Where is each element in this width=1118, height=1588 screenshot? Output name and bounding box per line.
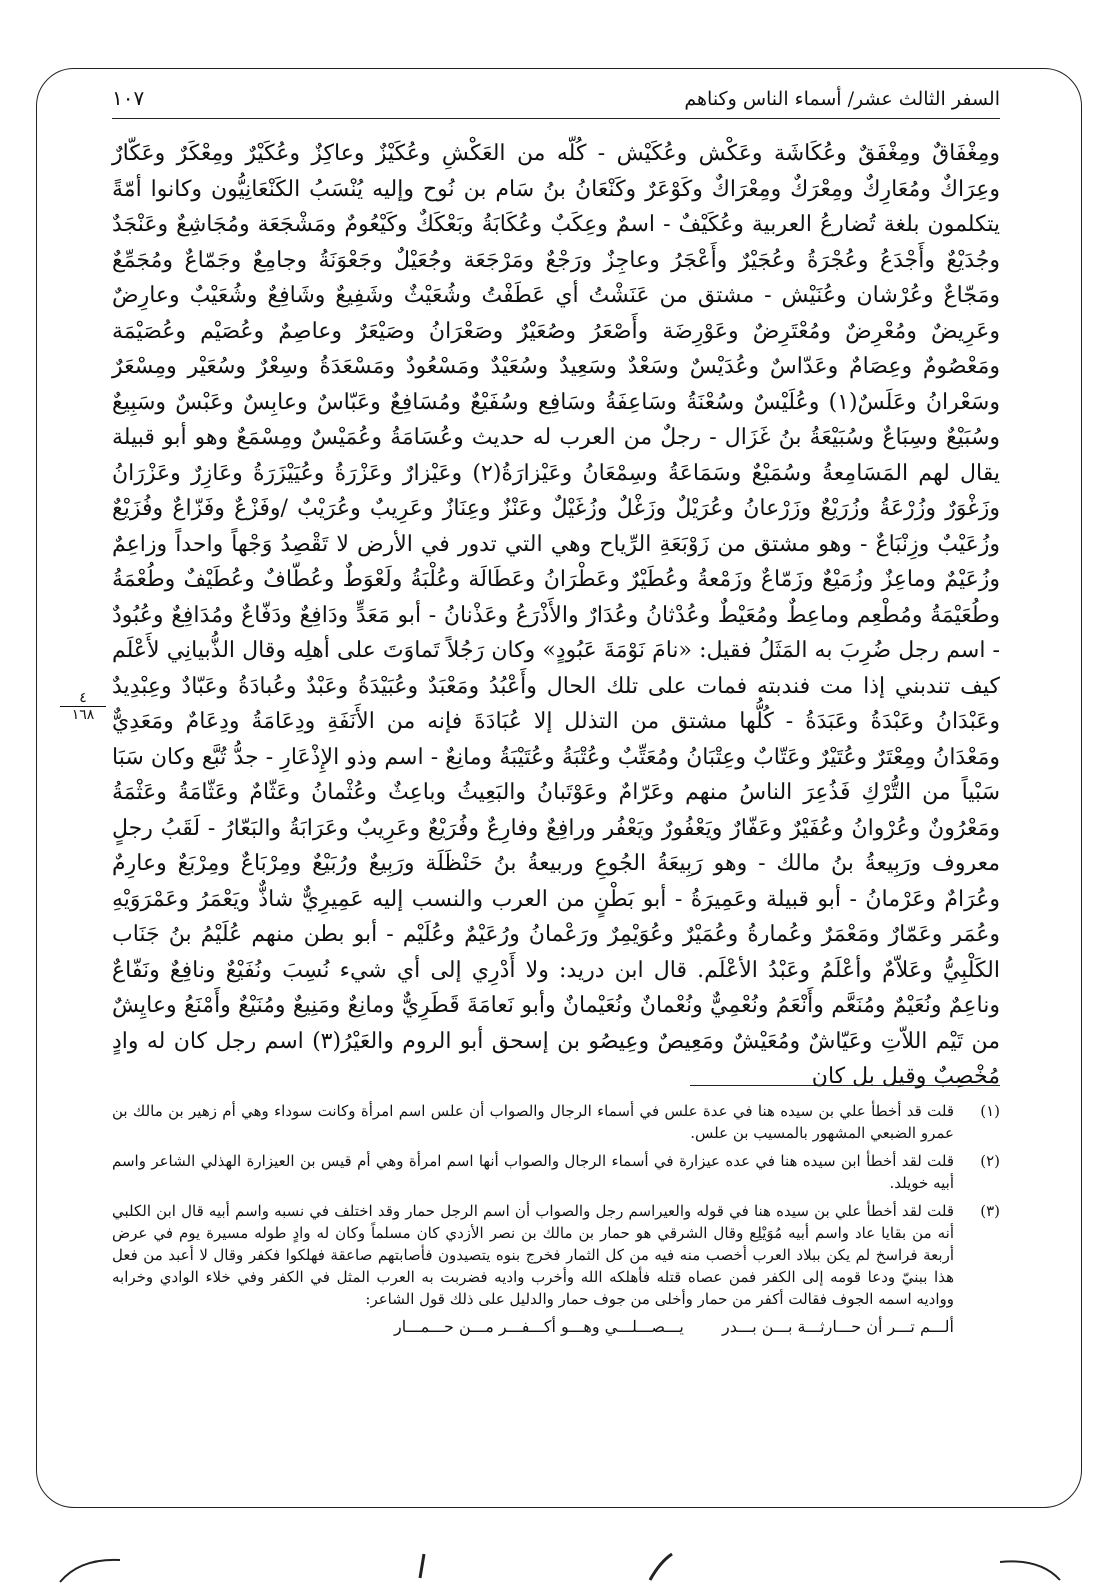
margin-folio-bottom: ١٦٨ [71, 707, 95, 723]
bottom-mark-right [1000, 1561, 1060, 1580]
bottom-mark-middle-right [650, 1554, 672, 1580]
footnote-number: (٢) [980, 1152, 1000, 1170]
verse-second-hemistich: يـــصـــلـــي وهـــو أكـــفـــر مـــن حـــمـــار [394, 1317, 684, 1336]
running-title: السفر الثالث عشر/ أسماء الناس وكناهم [684, 88, 1000, 110]
footnote-text: قلت قد أخطأ علي بن سيده هنا في عدة علس في أسماء الرجال والصواب أن علس اسم امرأة وكانت سوداء وهي أم زهير بن مالك بن عمرو الضبعي المشهور بالمسيب بن علس. [112, 1102, 954, 1142]
bottom-edge-marks [0, 1548, 1118, 1588]
footnote-1 [112, 1100, 1000, 1144]
margin-folio-reference [60, 690, 106, 723]
margin-folio-top: ٤ [60, 690, 106, 707]
footnote-separator [690, 1085, 1000, 1086]
bottom-mark-left [60, 1560, 120, 1582]
poetry-verse [394, 1316, 954, 1338]
footnote-2 [112, 1150, 1000, 1194]
page-header [112, 82, 1000, 119]
footnote-text: قلت لقد أخطأ ابن سيده هنا في عده عيزارة في أسماء الرجال والصواب أنها اسم امرأة وهي أم قيس بن العيزارة الهذلي الشاعر واسم أبيه خويلد. [112, 1152, 954, 1192]
footnote-3 [112, 1200, 1000, 1310]
page-number: ١٠٧ [112, 86, 145, 110]
main-text-body [112, 136, 1001, 1089]
footnote-text: قلت لقد أخطأ علي بن سيده هنا في قوله والعيراسم رجل والصواب أن اسم الرجل حمار وقد اختلف في نسبه واسم أبيه قال ابن الكلبي أنه من بقايا عاد واسم أبيه مُوَيْلِع وقال الشرقي هو حمار بن مالك بن نصر الأزدي كان مسلماً وكان له وادٍ طوله مسيرة يوم في عرض أربعة فراسخ لم يكن ببلاد العرب أخصب منه فيه من كل الثمار فخرج بنوه يتصيدون فأصابتهم صاعقة فهلكوا فكفر وقال لا أعبد من فعل هذا ببنيّ ودعا قومه إلى الكفر فمن عصاه قتله فأهلكه الله وأخرب واديه فضربت به العرب المثل في الكفر وفي خلاء الوادي وخرابه وواديه اسمه الجوف فقالت أكفر من حمار وأخلى من جوف حمار والدليل على ذلك قول الشاعر: [112, 1202, 954, 1308]
footnote-number: (٣) [980, 1202, 1000, 1220]
footnotes-section [112, 1100, 1000, 1338]
bottom-mark-middle [420, 1554, 424, 1578]
footnote-number: (١) [980, 1102, 1000, 1120]
main-paragraph: ومِغْفَاقٌ ومِغْفَقٌ وعُكَاشَة وعَكْش وعُكَيْش - كُلّه من العَكْشِ وعُكَيْزٌ وعاكِزٌ وعُكَيْرٌ ومِعْكَرٌ وعَكّارٌ وعِرَاكٌ ومُعَارِكٌ ومِعْرَكٌ ومِعْرَاكٌ وكَوْعَرٌ وكَنْعَانُ بنُ سَام بن نُوح وإليه يُنْسَبُ الكَنْعَانِيُّون وكانوا أمّةً يتكلمون بلغة تُضارعُ العربية وعُكَيْفٌ - اسمٌ وعِكَبٌ وعُكَابَةُ وبَعْكَكٌ وكَيْعُومٌ ومَشْجَعَة ومُجَاشِعٌ وعَنْجَدٌ وجُدَيْعٌ وأَجْدَعُ وعُجْرَةُ وعُجَيْرٌ وأَعْجَرُ وعاجِزٌ ورَجْعٌ ومَرْجَعَة وجُعَيْلٌ وجَعْوَنَةُ وجامِعٌ وجَمّاعٌ ومُجَمِّعٌ ومَجّاعٌ وعُرْشان وعُنَيْش - مشتق من عَنَشْتُ أي عَطَفْتُ وشُعَيْثٌ وشَفِيعٌ وشَافِعٌ وشُعَيْبٌ وعارِضٌ وعَرِيضٌ ومُعْرِضٌ ومُعْتَرِضٌ وعَوْرِضَة وأَصْعَرُ وصُعَيْرٌ وصَعْرَانُ وصَيْعَرٌ وعاصِمٌ وعُصَيْم وعُصَيْمَة ومَعْصُومٌ وعِصَامٌ وعَدّاسٌ وعُدَيْسٌ وسَعْدٌ وسَعِيدٌ وسُعَيْدٌ ومَسْعُودٌ ومَسْعَدَةُ وسِعْرٌ وسُعَيْر ومِسْعَرٌ وسَعْرانُ وعَلَسٌ(١) وعُلَيْسٌ وسُعْنَةُ وسَاعِفَةُ وسَافِع وسُفَيْعٌ ومُسَافِعٌ وعَبّاسٌ وعابِسٌ وعَبْسٌ وسَبِيعٌ وسُبَيْعٌ وسِبَاعٌ وسُبَيْعَةُ بنُ غَزَال - رجلٌ من العرب له حديث وعُسَامَةُ وعُمَيْسٌ ومِسْمَعٌ وهو أبو قبيلة يقال لهم المَسَامِعةُ وسُمَيْعٌ وسَمَاعَةُ وسِمْعَانُ وعَيْزارَةُ(٢) وعَيْزارٌ وعَزْرَةُ وعُيَيْزَرَةُ وعَازِرٌ وعَزْرَانُ وزَغْوَرٌ وزُرْعَةُ وزُرَيْعٌ وزَرْعانُ وعُرَيْلٌ وزَغْلٌ وزُغَيْلٌ وعَنْزٌ وعِنَازٌ وعَرِيبٌ وعُرَيْبٌ /وفَزْعٌ وفَزّاعٌ وفُزَيْعٌ وزُعَيْبٌ وزِنْبَاعٌ - وهو مشتق من زَوْبَعَةِ الرِّياح وهي التي تدور في الأرض لا تَقْصِدُ وَجْهاً واحداً وزاعِمٌ وزُعَيْمٌ وماعِزٌ وزُمَيْعٌ وزَمّاعٌ وزَمْعةُ وعُطَيْرٌ وعَطْرَانُ وعَطَالَة وعُلْبَةُ ولَعْوَطٌ وعُطّافٌ وعُطَيْفٌ وطُعْمَةُ وطُعَيْمَةُ ومُطْعِم وماعِطٌ ومُعَيْطٌ وعُدْثانُ وعُدَارٌ والأَذْرَعُ وعَذْنانُ - أبو مَعَدٍّ ودَافِعٌ ودَفّاعٌ ومُدَافِعٌ وعُبُودٌ - اسم رجل ضُرِبَ به المَثَلُ فقيل: «نامَ نَوْمَةَ عَبُودٍ» وكان رَجُلاً تَماوَتَ على أهلِه وقال الذُّبيانِي لأَعْلَم كيف تندبني إذا مت فندبته فمات على تلك الحال وأَعْبُدُ ومَعْبَدٌ وعُبَيْدَةُ وعَبْدٌ وعُبادَةُ وعَبّادٌ وعِبْدِيدٌ وعَبْدَانُ وعَبْدَةُ وعَبَدَةُ - كُلُّها مشتق من التذلل إلا عُبَادَةَ فإنه من الأَنَفَةِ ودِعَامَةُ ودِعَامٌ ومَعَدِيٌّ ومَعْدَانُ ومِعْتَرٌ وعُتَيْرٌ وعَتّابٌ وعِتْبَانُ ومُعَتِّبٌ وعُتْبَةُ وعُتَيْبَةُ ومانِعٌ - اسم وذو الإِذْعَارِ - جدُّ تُبَّع وكان سَبَا سَبْياً من التُّرْكِ فَذُعِرَ الناسُ منهم وعَرّامٌ وعَوْتَبانُ والبَعِيثُ وباعِثٌ وعُثْمانُ وعَثّامٌ وعَثّامَةُ وعَثْمَةُ ومَعْرُونٌ وعُرْوانُ وعُفَيْرٌ وعَفّارٌ ويَعْفُورٌ ويَعْفُر ورافِعٌ وفارِعٌ وفُرَيْعٌ وعَرِيبٌ وعَرَابَةُ والبَعّارُ - لَقَبُ رجلٍ معروف ورَبِيعةُ بنُ مالك - وهو رَبِيعَةُ الجُوعِ وربيعةُ بنُ حَنْظَلَة ورَبِيعٌ ورُبَيْعٌ ومِرْبَاعٌ ومِرْبَعٌ وعارِمٌ وعُرَامٌ وعَرْمانُ - أبو قبيلة وعَمِيرَةُ - أبو بَطْنٍ من العرب والنسب إليه عَمِيرِيٌّ شاذٌّ ويَعْمَرُ وعَمْرَوَيْهِ وعُمَر وعَمّارٌ ومَعْمَرٌ وعُمارةُ وعُمَيْرٌ وعُوَيْمِرٌ ورَعْمانُ ورُعَيْمٌ وعُلَيْم - أبو بطن منهم عُلَيْمُ بنُ جَنَاب الكَلْبِيُّ وعَلاّمٌ وأعْلَمُ وعَبْدُ الأعْلَم. قال ابن دريد: ولا أَدْرِي إلى أي شيء نُسِبَ ونُفَيْعٌ ونافِعٌ ونَفّاعٌ وناعِمٌ ونُعَيْمٌ ومُنَعَّم وأَنْعَمُ ونُعْمِيٌّ ونُعْمانٌ ونُعَيْمانٌ وأبو نَعامَةَ قَطَرِيٌّ ومانِعٌ ومَنِيعٌ ومُنَيْعٌ وأَمْنَعُ وعايِشٌ من تَيْم اللاّتِ وعَيّاشٌ ومُعَيْشٌ ومَعِيصٌ وعِيصُو بن إسحق أبو الروم والعَيْرُ(٣) اسم رجل كان له وادٍ مُخْصِبٌ وقيل بل كان [112, 141, 1001, 1089]
verse-first-hemistich: ألـــم تـــر أن حـــارثـــة بـــن بـــدر [722, 1317, 954, 1336]
